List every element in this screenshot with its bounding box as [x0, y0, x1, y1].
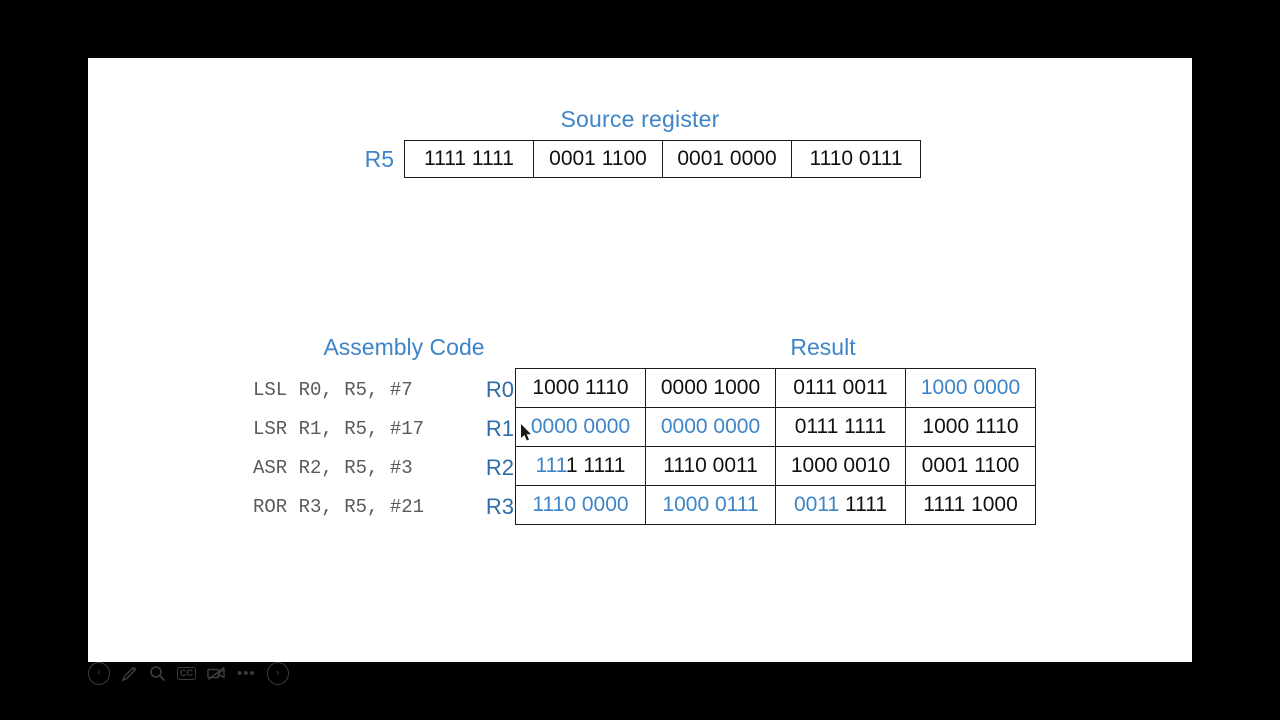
- result-cell: [516, 486, 646, 525]
- result-cell: [906, 408, 1036, 447]
- result-cell: [906, 486, 1036, 525]
- result-bits: 0001 1100: [921, 454, 1020, 477]
- result-cell: [646, 369, 776, 408]
- cc-icon[interactable]: CC: [177, 667, 196, 680]
- result-bits: 1111: [844, 493, 888, 516]
- result-bits-shifted: 1: [920, 376, 933, 399]
- chevron-right-icon[interactable]: ›: [267, 662, 289, 685]
- result-cell: [906, 369, 1036, 408]
- destination-register: R3: [485, 493, 514, 519]
- result-cell: [776, 447, 906, 486]
- result-row: [516, 408, 1036, 447]
- assembly-code-heading: Assembly Code: [323, 334, 485, 360]
- captions-button[interactable]: [177, 662, 196, 684]
- result-bits-shifted: 1110 0000: [532, 493, 629, 516]
- result-bits: 1000 1110: [532, 376, 629, 399]
- slide-canvas: [88, 58, 1192, 662]
- result-bits: 0111 1111: [794, 415, 887, 438]
- assembly-line-text: ROR R3, R5, #21: [253, 495, 425, 518]
- destination-register-list: [468, 370, 514, 526]
- assembly-line-text: LSL R0, R5, #7: [253, 378, 413, 401]
- result-heading: Result: [790, 334, 856, 360]
- assembly-line-text: ASR R2, R5, #3: [253, 456, 413, 479]
- result-bits: 1111 1000: [923, 493, 1018, 516]
- pen-icon[interactable]: [121, 665, 138, 682]
- result-cell: [776, 369, 906, 408]
- result-cell: [516, 369, 646, 408]
- previous-button[interactable]: [88, 662, 110, 684]
- source-cell: 0001 0000: [663, 141, 792, 177]
- video-off-icon[interactable]: [207, 666, 226, 681]
- result-bits-shifted: 0000 0000: [530, 415, 631, 438]
- player-controls[interactable]: [88, 658, 280, 688]
- source-cell: 1110 0111: [809, 147, 903, 170]
- result-bits-shifted: 0011: [793, 493, 845, 516]
- result-row: [516, 486, 1036, 525]
- ellipsis-icon[interactable]: •••: [237, 664, 256, 682]
- result-bits: 0111 0011: [793, 376, 888, 399]
- result-bits-shifted: 1000 0111: [662, 493, 759, 516]
- result-bits-shifted: 111: [535, 454, 566, 477]
- result-bits: 1 1111: [565, 454, 626, 477]
- result-cell: [516, 447, 646, 486]
- assembly-line-text: LSR R1, R5, #17: [253, 417, 425, 440]
- annotate-button[interactable]: [121, 662, 138, 684]
- video-toggle-button[interactable]: [207, 662, 226, 684]
- result-cell: [516, 408, 646, 447]
- source-register-table: [404, 140, 921, 178]
- result-cell: [776, 486, 906, 525]
- result-bits: 1110 0011: [663, 454, 758, 477]
- result-row: [516, 369, 1036, 408]
- result-bits: 0000 1000: [660, 376, 761, 399]
- destination-register: R0: [485, 376, 514, 402]
- source-register-row: [354, 140, 921, 178]
- source-register-title: Source register: [560, 106, 720, 132]
- zoom-button[interactable]: [149, 662, 166, 684]
- next-button[interactable]: [267, 662, 289, 684]
- result-table: [515, 368, 1036, 525]
- mouse-cursor: [521, 424, 533, 442]
- search-icon[interactable]: [149, 665, 166, 682]
- result-table-body: [516, 369, 1036, 525]
- result-bits-shifted: 0000 0000: [660, 415, 761, 438]
- result-cell: [906, 447, 1036, 486]
- destination-register: R1: [485, 415, 514, 441]
- result-row: [516, 447, 1036, 486]
- result-bits: 1000 0010: [790, 454, 891, 477]
- result-cell: [646, 447, 776, 486]
- destination-register: R2: [485, 454, 514, 480]
- result-bits: 1000 1110: [922, 415, 1019, 438]
- source-cell: 0001 1100: [534, 141, 663, 177]
- result-bits-shifted: 000 0000: [932, 376, 1021, 399]
- result-cell: [646, 486, 776, 525]
- result-cell: [646, 408, 776, 447]
- source-register-label: R5: [364, 145, 394, 172]
- chevron-left-icon[interactable]: ‹: [88, 662, 110, 685]
- more-options-button[interactable]: [237, 662, 256, 684]
- result-cell: [776, 408, 906, 447]
- source-cell: 1111 1111: [405, 141, 534, 177]
